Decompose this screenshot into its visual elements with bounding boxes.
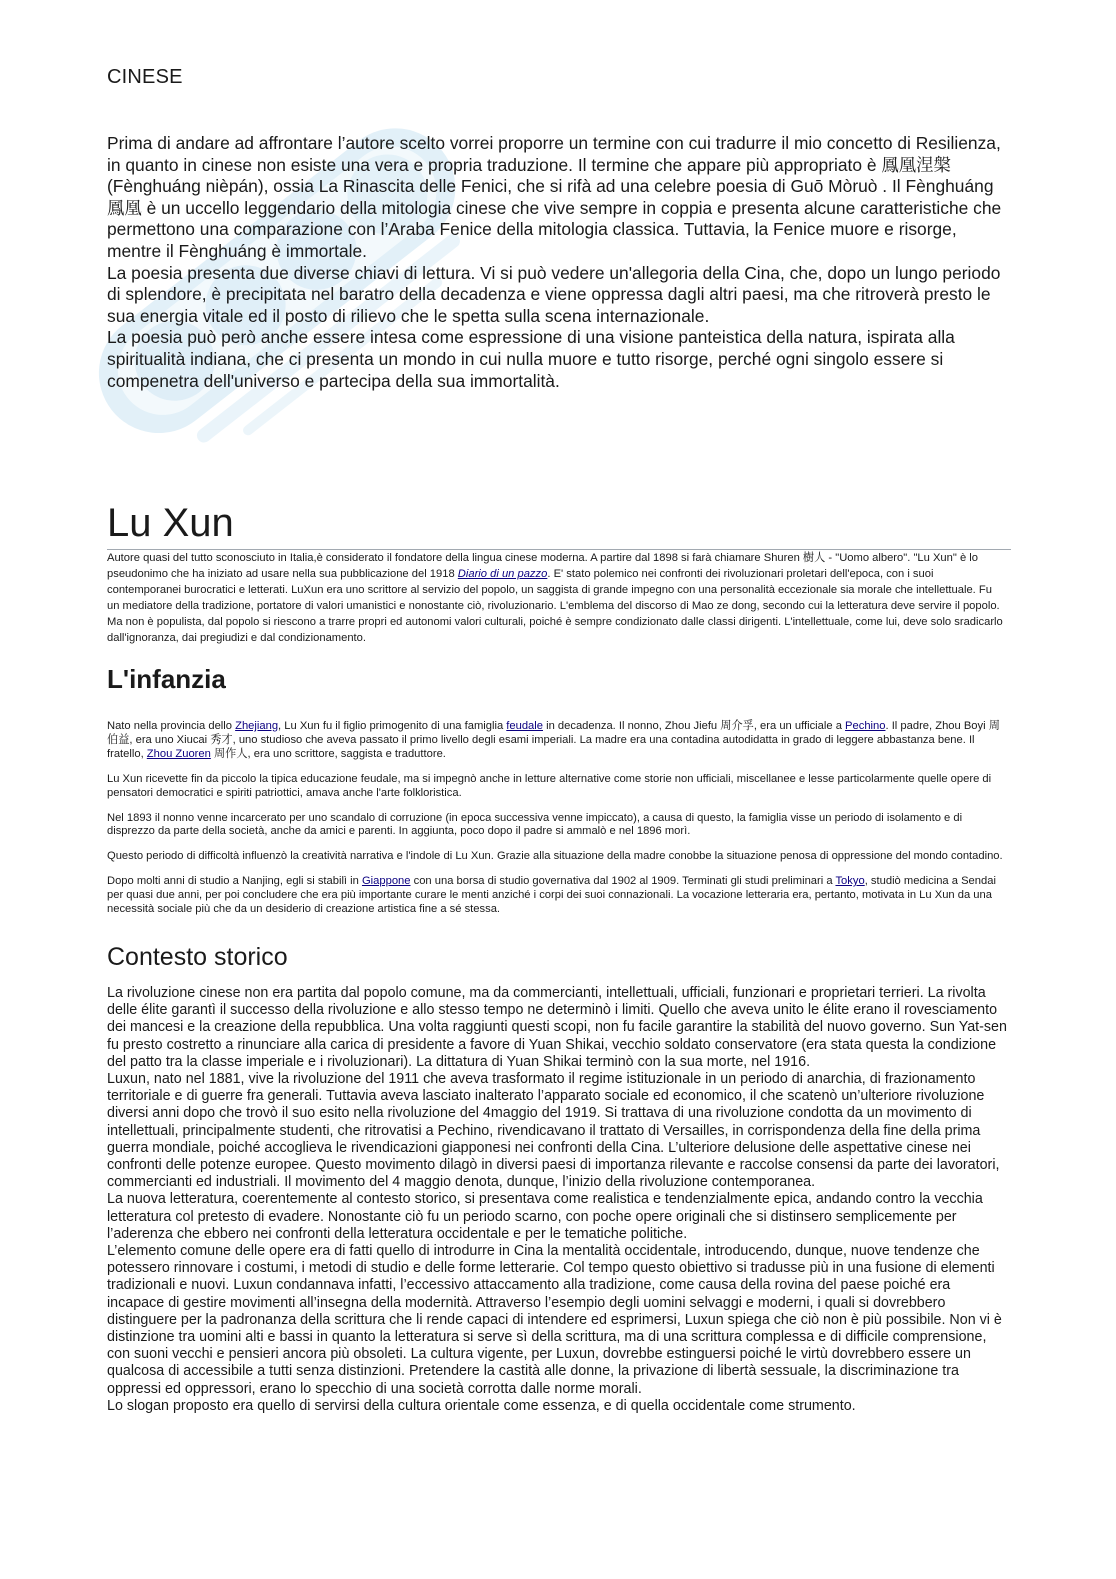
text-run: . Il padre, Zhou Boyi 周伯益, era uno Xiucai 秀才, uno studioso che aveva passato il primo livello degli esami imperiali. La madre era una contadina autodidatta in grado di leggere abbastanza bene. Il fratello, [107, 720, 1000, 760]
text-run: 周作人, era uno scrittore, saggista e traduttore. [210, 747, 446, 760]
heading-contesto-storico: Contesto storico [107, 943, 288, 971]
feudale-link[interactable]: feudale [506, 720, 543, 732]
diario-link[interactable] [458, 568, 548, 580]
text-run: , Lu Xun fu il figlio primogenito di una famiglia [278, 720, 507, 732]
contesto-paragraph: Luxun, nato nel 1881, vive la rivoluzione del 1911 che aveva trasformato il regime istituzionale in un periodo di anarchia, di frazionamento territoriale e di guerre fra generali. Tuttavia aveva lasciato inalterato l’apparato sociale ed economico, il che scatenò un’ulteriore rivoluzione diversi anni dopo che trovò il suo esito nella rivoluzione del 4maggio del 1919. Si trattava di una rivoluzione condotta da un movimento di intellettuali, principalmente studenti, che ritrovatisi a Pechino, rivendicavano il trattato di Versailles, in corrispondenza della fine della prima guerra mondiale, poiché accoglieva le rivendicazioni giapponesi nei confronti della Cina. L’ulteriore delusione delle aspettative cinese nei confronti delle potenze europee. Questo movimento dilagò in diversi paesi di importanza rilevante e raccolse consensi da parte dei lavoratori, commercianti ed industriali. Il movimento del 4 maggio denota, dunque, l’inizio della rivoluzione contemporanea. [107, 1071, 1000, 1191]
infanzia-paragraph [107, 720, 1007, 762]
tokyo-link[interactable]: Tokyo [835, 875, 865, 888]
page-title: Lu Xun [107, 497, 1011, 550]
text-run: in decadenza. Il nonno, Zhou Jiefu 周介孚, era un ufficiale a [543, 720, 846, 732]
text-run: Dopo molti anni di studio a Nanjing, egli si stabilì in [107, 875, 362, 888]
lead-text: Autore quasi del tutto sconosciuto in Italia,è considerato il fondatore della lingua cinese moderna. A partire dal 1898 si farà chiamare Shuren 樹人 - "Uomo albero". "Lu Xun" è lo pseudonimo che ha iniziato ad usare nella sua pubblicazione del 1918 [107, 552, 978, 581]
intro-paragraph: La poesia può però anche essere intesa come espressione di una visione panteistica della natura, ispirata alla spiritualità indiana, che ci presenta un mondo in cui nulla muore e tutto risorge, perché ogni singolo essere si compenetra dell'universo e partecipa della sua immortalità. [107, 327, 955, 391]
intro-block [107, 133, 1007, 392]
lead-section [107, 550, 1007, 647]
contesto-paragraph: L’elemento comune delle opere era di fatti quello di introdurre in Cina la mentalità occidentale, introducendo, dunque, nuove tendenze che potessero rinnovare i costumi, i metodi di studio e delle forme letterarie. Col tempo questo obiettivo si tradusse più in una fusione di elementi tradizionali e nuovi. Luxun condannava infatti, l’eccessivo attaccamento alla tradizione, come causa della rovina del paese poiché era incapace di gestire movimenti all’insegna della modernità. Attraverso l’esempio degli uomini selvaggi e moderni, i quali si dovrebbero distinguere per la padronanza della scrittura che li rende capaci di intendere ed esprimersi, Luxun spiega che ciò non è più possibile. Non vi è distinzione tra uomini alti e bassi in quanto la letteratura si serve sì della scrittura, ma di una scrittura complessa e di difficile comprensione, con suoni vecchi e pensieri ancora più obsoleti. La cultura vigente, per Luxun, dovrebbe estinguersi poiché le virtù dovrebbero essere un qualcosa di accessibile a tutti senza distinzioni. Pretendere la castità alle donne, la privazione di libertà sessuale, la discriminazione tra oppressi ed oppressori, erano lo specchio di una società corrotta dalle norme morali. [107, 1243, 1002, 1397]
infanzia-paragraph [107, 875, 1007, 917]
text-run: , studiò medicina a Sendai per quasi due anni, per poi concludere che era più importante curare le menti anziché i corpi dei suoi connazionali. La vocazione letteraria era, pertanto, motivata in Lu Xun da una necessità sociale più che da un desiderio di creazione artistica fine a sé stessa. [107, 875, 996, 916]
text-run: Nato nella provincia dello [107, 720, 236, 732]
contesto-paragraph: La rivoluzione cinese non era partita dal popolo comune, ma da commercianti, intellettuali, ufficiali, funzionari e proprietari terrieri. La rivolta delle élite garantì il successo della rivoluzione e allo stesso tempo ne determinò i limiti. Quello che aveva unito le élite erano il rovesciamento dei mancesi e la creazione della repubblica. Una volta raggiunti questi scopi, non fu facile garantire la stabilità del nuovo governo. Sun Yat-sen fu presto costretto a rinunciare alla carica di presidente a favore di Yuan Shikai, vecchio soldato conservatore (era stata questa la condizione del patto tra la classe imperiale e i rivoluzionari). La dittatura di Yuan Shikai terminò con la sua morte, nel 1916. [107, 985, 1007, 1070]
pechino-link[interactable]: Pechino [845, 720, 886, 732]
intro-paragraph: La poesia presenta due diverse chiavi di lettura. Vi si può vedere un'allegoria della Cina, che, dopo un lungo periodo di splendore, è precipitata nel baratro della decadenza e viene oppressa dagli altri paesi, ma che ritroverà presto le sua energia vitale ed il posto di rilievo che le spetta sulla scena internazionale. [107, 262, 1001, 326]
diario-link-label: Diario di un pazzo [457, 568, 548, 581]
infanzia-paragraph: Lu Xun ricevette fin da piccolo la tipica educazione feudale, ma si impegnò anche in letture alternative come storie non ufficiali, miscellanee e lesse particolarmente quelle opere di pensatori democratici e spiriti patriottici, amava anche l'arte folkloristica. [107, 772, 992, 799]
contesto-paragraph: Lo slogan proposto era quello di servirsi della cultura orientale come essenza, e di quella occidentale come strumento. [107, 1397, 856, 1414]
infanzia-section [107, 720, 1007, 928]
contesto-paragraph: La nuova letteratura, coerentemente al contesto storico, si presentava come realistica e tendenzialmente epica, andando contro la vecchia letteratura col pretesto di evadere. Nonostante ciò fu un periodo scarno, con poche opere originali che si distinsero semplicemente per l’aderenza che ebbero nei confronti della letteratura occidentale e per le tematiche politiche. [107, 1191, 983, 1242]
lead-paragraph [107, 550, 1007, 647]
heading-infanzia: L'infanzia [107, 664, 226, 694]
text-run: con una borsa di studio governativa dal 1902 al 1909. Terminati gli studi preliminari a [410, 875, 836, 888]
section-label: CINESE [107, 66, 183, 88]
giappone-link[interactable]: Giappone [361, 875, 411, 888]
zhejiang-link[interactable]: Zhejiang [235, 720, 279, 732]
infanzia-paragraph: Nel 1893 il nonno venne incarcerato per uno scandalo di corruzione (in epoca successiva venne impiccato), a causa di questo, la famiglia visse un periodo di isolamento e di disprezzo da parte della società, anche da amici e parenti. In aggiunta, poco dopo il padre si ammalò e nel 1896 morì. [107, 811, 963, 838]
lead-text: . E' stato polemico nei confronti dei rivoluzionari proletari dell'epoca, con i suoi contemporanei burocratici e letterati. LuXun era uno scrittore al servizio del popolo, un saggista di grande impegno con una personalità eccezionale sia morale che intellettuale. Fu un mediatore della tradizione, portatore di valori umanistici e nonostante ciò, rivoluzionario. L'emblema del discorso di Mao ze dong, secondo cui la letteratura deve servire il popolo. Ma non è populista, dal popolo si riescono a trarre propri ed autonomi valori culturali, poiché è sempre condizionato dalle classi dirigenti. L'intellettuale, come lui, deve solo sradicarlo dall'ignoranza, dai pregiudizi e dal condizionamento. [107, 568, 1003, 645]
contesto-section [107, 985, 1007, 1415]
zhou-zuoren-link[interactable]: Zhou Zuoren [146, 747, 211, 760]
intro-paragraph: Prima di andare ad affrontare l’autore scelto vorrei proporre un termine con cui tradurre il mio concetto di Resilienza, in quanto in cinese non esiste una vera e propria traduzione. Il termine che appare più appropriato è 鳳凰涅槃 (Fènghuáng nièpán), ossia La Rinascita delle Fenici, che si rifà ad una celebre poesia di Guō Mòruò . Il Fènghuáng 鳳凰 è un uccello leggendario della mitologia cinese che vive sempre in coppia e presenta alcune caratteristiche che permettono una comparazione con l’Araba Fenice della mitologia classica. Tuttavia, la Fenice muore e risorge, mentre il Fènghuáng è immortale. [107, 133, 1002, 261]
infanzia-paragraph: Questo periodo di difficoltà influenzò la creatività narrativa e l'indole di Lu Xun. Grazie alla situazione della madre conobbe la situazione penosa di oppressione del mondo contadino. [107, 850, 1003, 863]
